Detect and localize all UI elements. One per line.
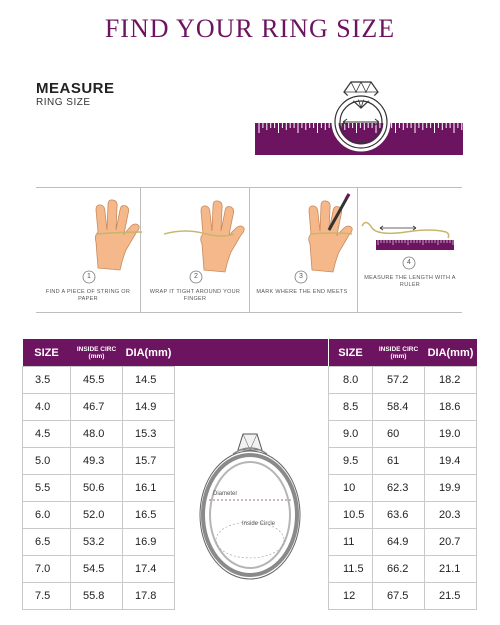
table-row bbox=[329, 367, 477, 394]
table-row bbox=[329, 556, 477, 583]
size-cell: 12 bbox=[329, 583, 373, 610]
inside-circ-cell: 64.9 bbox=[373, 529, 425, 556]
dia-cell: 18.2 bbox=[425, 367, 477, 394]
table-row bbox=[23, 367, 175, 394]
inside-circ-cell: 54.5 bbox=[71, 556, 123, 583]
inside-circ-header: INSIDE CIRC (mm) bbox=[71, 339, 123, 367]
dia-cell: 21.1 bbox=[425, 556, 477, 583]
size-cell: 9.5 bbox=[329, 448, 373, 475]
steps-bottom-rule bbox=[36, 312, 462, 313]
table-row bbox=[23, 394, 175, 421]
table-header-band bbox=[174, 339, 328, 366]
table-row bbox=[23, 529, 175, 556]
size-cell: 7.0 bbox=[23, 556, 71, 583]
ruler-icon bbox=[362, 222, 454, 250]
inside-circ-cell: 57.2 bbox=[373, 367, 425, 394]
inside-circ-cell: 53.2 bbox=[71, 529, 123, 556]
table-row bbox=[329, 502, 477, 529]
inside-circ-cell: 60 bbox=[373, 421, 425, 448]
dia-cell: 15.7 bbox=[123, 448, 175, 475]
dia-header: DIA(mm) bbox=[123, 339, 175, 367]
diameter-label: Diameter bbox=[213, 491, 238, 497]
dia-cell: 19.4 bbox=[425, 448, 477, 475]
dia-cell: 16.1 bbox=[123, 475, 175, 502]
step-caption: MEASURE THE LENGTH WITH A RULER bbox=[364, 275, 456, 288]
dia-cell: 16.5 bbox=[123, 502, 175, 529]
size-cell: 10.5 bbox=[329, 502, 373, 529]
measure-heading: MEASURE bbox=[36, 80, 115, 97]
inside-circ-cell: 50.6 bbox=[71, 475, 123, 502]
inside-circle-label: Inside Circle bbox=[242, 521, 276, 527]
size-cell: 4.0 bbox=[23, 394, 71, 421]
table-row bbox=[329, 529, 477, 556]
dia-cell: 17.4 bbox=[123, 556, 175, 583]
size-cell: 6.0 bbox=[23, 502, 71, 529]
size-cell: 11 bbox=[329, 529, 373, 556]
table-row bbox=[23, 421, 175, 448]
hand-icon bbox=[164, 201, 244, 272]
table-row bbox=[23, 583, 175, 610]
inside-circ-cell: 49.3 bbox=[71, 448, 123, 475]
table-row bbox=[329, 394, 477, 421]
size-header: SIZE bbox=[23, 339, 71, 367]
inside-circ-cell: 52.0 bbox=[71, 502, 123, 529]
step-caption: FIND A PIECE OF STRING OR PAPER bbox=[45, 289, 131, 302]
table-row bbox=[329, 421, 477, 448]
table-row bbox=[23, 475, 175, 502]
size-cell: 11.5 bbox=[329, 556, 373, 583]
hand-icon bbox=[95, 200, 142, 270]
table-row bbox=[329, 448, 477, 475]
size-table-left bbox=[22, 339, 175, 610]
table-row bbox=[23, 556, 175, 583]
inside-circ-cell: 66.2 bbox=[373, 556, 425, 583]
dia-cell: 19.9 bbox=[425, 475, 477, 502]
step-caption: WRAP IT TIGHT AROUND YOUR FINGER bbox=[149, 289, 241, 302]
dia-cell: 18.6 bbox=[425, 394, 477, 421]
ring-on-ruler-illustration bbox=[255, 78, 465, 158]
table-header-row bbox=[23, 339, 175, 367]
table-row bbox=[329, 475, 477, 502]
dia-header: DIA(mm) bbox=[425, 339, 477, 367]
inside-circ-cell: 46.7 bbox=[71, 394, 123, 421]
size-table-right bbox=[328, 339, 477, 610]
dia-cell: 16.9 bbox=[123, 529, 175, 556]
size-cell: 9.0 bbox=[329, 421, 373, 448]
dia-cell: 17.8 bbox=[123, 583, 175, 610]
inside-circ-header: INSIDE CIRC (mm) bbox=[373, 339, 425, 367]
table-row bbox=[329, 583, 477, 610]
page-title: FIND YOUR RING SIZE bbox=[104, 14, 396, 43]
inside-circ-cell: 67.5 bbox=[373, 583, 425, 610]
inside-circ-cell: 63.6 bbox=[373, 502, 425, 529]
size-cell: 8.5 bbox=[329, 394, 373, 421]
table-row bbox=[23, 502, 175, 529]
size-cell: 3.5 bbox=[23, 367, 71, 394]
dia-cell: 19.0 bbox=[425, 421, 477, 448]
inside-circ-cell: 61 bbox=[373, 448, 425, 475]
table-row bbox=[23, 448, 175, 475]
size-header: SIZE bbox=[329, 339, 373, 367]
size-cell: 5.5 bbox=[23, 475, 71, 502]
hand-with-pen-icon bbox=[309, 194, 352, 272]
dia-cell: 20.3 bbox=[425, 502, 477, 529]
size-cell: 5.0 bbox=[23, 448, 71, 475]
inside-circ-cell: 58.4 bbox=[373, 394, 425, 421]
size-cell: 4.5 bbox=[23, 421, 71, 448]
size-cell: 8.0 bbox=[329, 367, 373, 394]
inside-circ-cell: 48.0 bbox=[71, 421, 123, 448]
dia-cell: 21.5 bbox=[425, 583, 477, 610]
step-number: 4 bbox=[407, 259, 411, 266]
size-cell: 7.5 bbox=[23, 583, 71, 610]
measure-subheading: RING SIZE bbox=[36, 97, 91, 108]
inside-circ-cell: 55.8 bbox=[71, 583, 123, 610]
dia-cell: 15.3 bbox=[123, 421, 175, 448]
dia-cell: 20.7 bbox=[425, 529, 477, 556]
step-number: 3 bbox=[299, 273, 303, 280]
table-header-row bbox=[329, 339, 477, 367]
inside-circ-cell: 45.5 bbox=[71, 367, 123, 394]
step-number: 2 bbox=[194, 273, 198, 280]
inside-circ-cell: 62.3 bbox=[373, 475, 425, 502]
size-cell: 10 bbox=[329, 475, 373, 502]
size-cell: 6.5 bbox=[23, 529, 71, 556]
ring-diagram bbox=[195, 420, 305, 595]
dia-cell: 14.9 bbox=[123, 394, 175, 421]
dia-cell: 14.5 bbox=[123, 367, 175, 394]
step-number: 1 bbox=[87, 273, 91, 280]
step-caption: MARK WHERE THE END MEETS bbox=[256, 289, 348, 295]
